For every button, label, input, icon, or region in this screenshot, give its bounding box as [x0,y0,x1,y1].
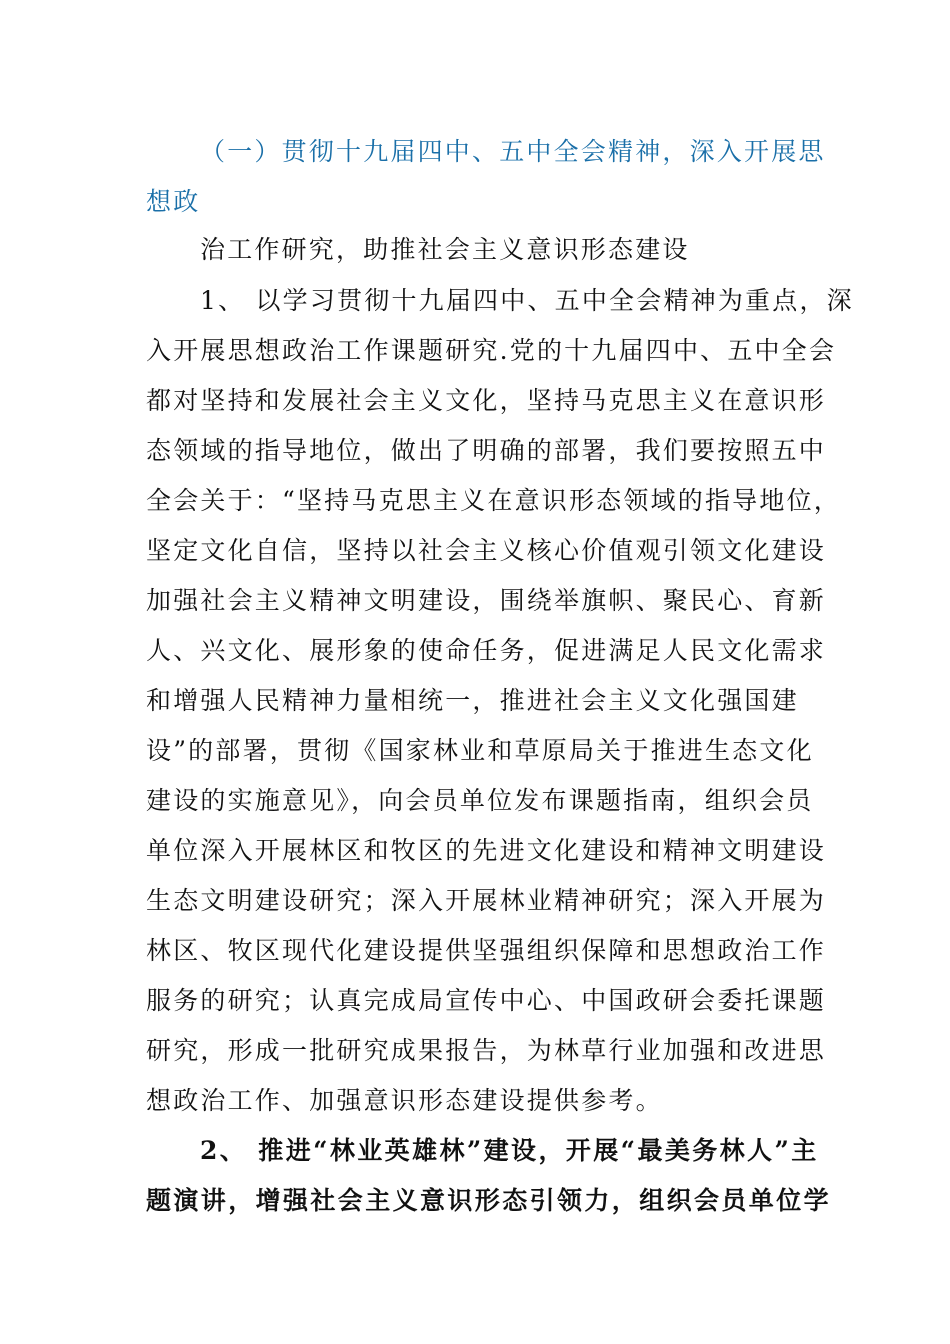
paragraph-line: 和增强人民精神力量相统一，推进社会主义文化强国建 [146,686,799,715]
paragraph-line: 设”的部署，贯彻《国家林业和草原局关于推进生态文化 [146,736,814,765]
paragraph-line: 入开展思想政治工作课题研究.党的十九届四中、五中全会 [146,336,837,365]
paragraph-line: 态领域的指导地位，做出了明确的部署，我们要按照五中 [146,436,827,465]
paragraph-line: 服务的研究；认真完成局宣传中心、中国政研会委托课题 [146,986,827,1015]
paragraph-line: 林区、牧区现代化建设提供坚强组织保障和思想政治工作 [146,936,827,965]
paragraph-line: 生态文明建设研究；深入开展林业精神研究；深入开展为 [146,886,827,915]
paragraph-line: 全会关于：“坚持马克思主义在意识形态领域的指导地位， [146,486,841,515]
paragraph-line: 研究，形成一批研究成果报告，为林草行业加强和改进思 [146,1036,827,1065]
paragraph-line: 人、兴文化、展形象的使命任务，促进满足人民文化需求 [146,636,827,665]
section-heading-line-1: （一）贯彻十九届四中、五中全会精神，深入开展思 [200,137,826,166]
paragraph-line: 坚定文化自信，坚持以社会主义核心价值观引领文化建设 [146,536,827,565]
paragraph-line: 1、 以学习贯彻十九届四中、五中全会精神为重点，深 [200,286,854,315]
paragraph-line: 治工作研究，助推社会主义意识形态建设 [200,235,690,264]
paragraph-line: 建设的实施意见》，向会员单位发布课题指南，组织会员 [146,786,814,815]
paragraph-line: 加强社会主义精神文明建设，围绕举旗帜、聚民心、育新 [146,586,827,615]
paragraph-line: 都对坚持和发展社会主义文化，坚持马克思主义在意识形 [146,386,827,415]
section-heading-line-2: 想政 [146,187,201,216]
paragraph-line: 想政治工作、加强意识形态建设提供参考。 [146,1086,663,1115]
paragraph-line-bold: 2、 推进“林业英雄林”建设，开展“最美务林人”主 [200,1136,819,1165]
paragraph-line-bold: 题演讲，增强社会主义意识形态引领力，组织会员单位学 [146,1186,832,1215]
paragraph-line: 单位深入开展林区和牧区的先进文化建设和精神文明建设 [146,836,827,865]
